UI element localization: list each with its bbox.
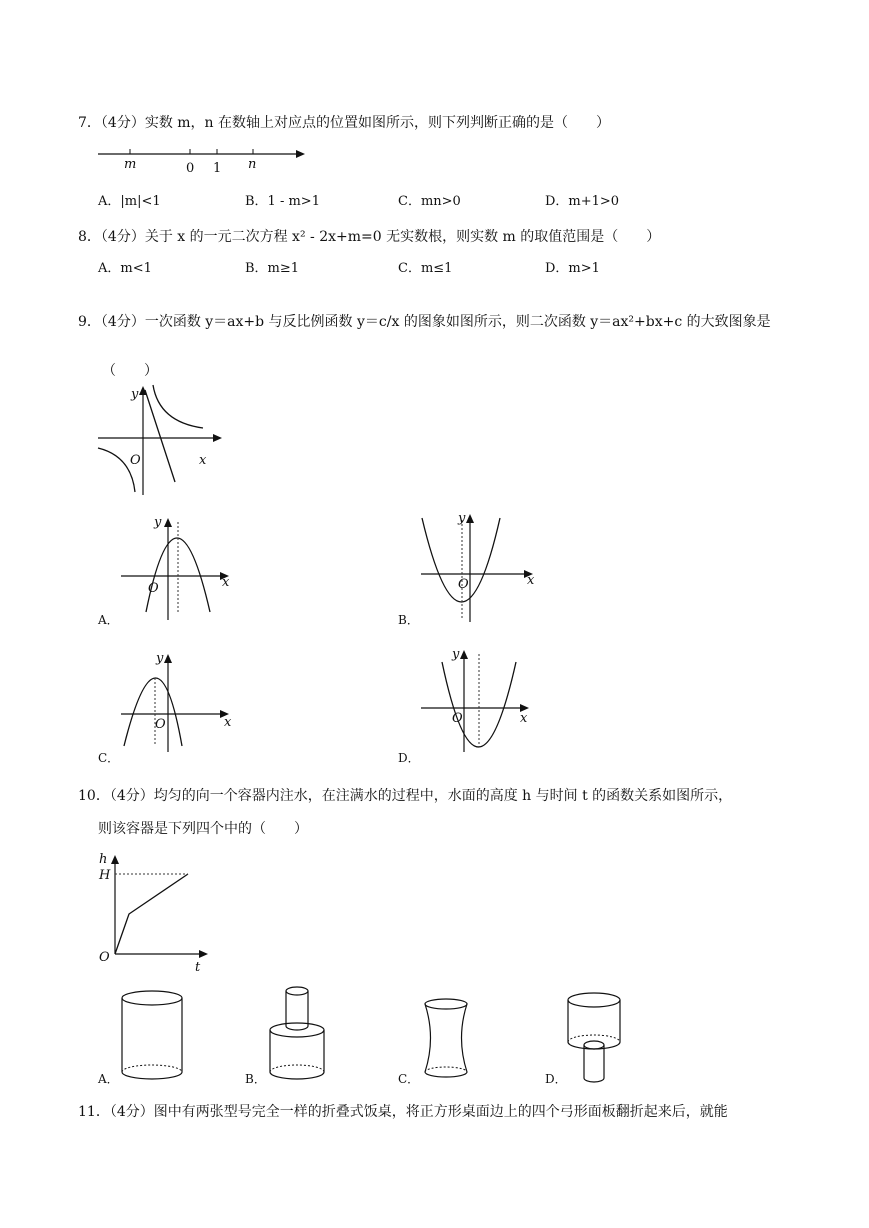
q9b-o: O <box>458 577 469 592</box>
q10-option-c-container[interactable] <box>418 996 478 1086</box>
q8-option-a[interactable]: A．m<1 <box>98 261 152 276</box>
q7-option-b[interactable]: B．1 - m>1 <box>245 194 320 209</box>
q11-stem: 11．（4分）图中有两张型号完全一样的折叠式饭桌，将正方形桌面边上的四个弓形面板翻折起来后，就能 <box>78 1104 728 1120</box>
q10-label-h: h <box>99 852 108 867</box>
q9-option-b-graph[interactable] <box>418 508 543 626</box>
q9d-y: y <box>452 647 460 662</box>
q9-option-a-label[interactable]: A． <box>98 613 119 627</box>
q8-option-b[interactable]: B．m≥1 <box>245 261 300 276</box>
q9b-y: y <box>458 511 466 526</box>
q10-stem-line1: 10．（4分）均匀的向一个容器内注水，在注满水的过程中，水面的高度 h 与时间 t 的函数关系如图所示， <box>78 788 733 804</box>
q10-option-b-label[interactable]: B． <box>245 1072 266 1086</box>
q10-label-t: t <box>195 960 201 975</box>
q9-option-b-label[interactable]: B． <box>398 613 419 627</box>
q9a-y: y <box>154 515 162 530</box>
q10-option-c-label[interactable]: C． <box>398 1072 420 1086</box>
q10-option-d-label[interactable]: D． <box>545 1072 567 1086</box>
q9b-x: x <box>527 573 535 588</box>
q7-label-m: m <box>124 157 137 172</box>
q9-stem: 9．（4分）一次函数 y＝ax+b 与反比例函数 y＝c/x 的图象如图所示，则二次函数 y＝ax²+bx+c 的大致图象是 <box>78 314 771 330</box>
q8-stem: 8．（4分）关于 x 的一元二次方程 x² - 2x+m=0 无实数根，则实数 m 的取值范围是（ ） <box>78 229 661 245</box>
q9-option-c-graph[interactable] <box>118 648 243 760</box>
q8-option-c[interactable]: C．m≤1 <box>398 261 453 276</box>
q10-label-H: H <box>99 868 111 883</box>
q9-option-a-graph[interactable] <box>118 512 243 624</box>
q7-number-line <box>95 146 310 176</box>
q7-label-n: n <box>248 157 257 172</box>
q10-option-a-container[interactable] <box>112 988 192 1088</box>
q9-ref-o: O <box>130 453 141 468</box>
q9-paren: （ ） <box>102 363 158 379</box>
q7-option-d[interactable]: D．m+1>0 <box>545 194 620 209</box>
q7-option-a[interactable]: A．|m|<1 <box>98 194 161 209</box>
q7-label-one: 1 <box>213 161 222 176</box>
q9-ref-x: x <box>199 453 207 468</box>
q7-label-zero: 0 <box>186 161 195 176</box>
q9-reference-graph <box>95 380 225 500</box>
q7-option-c[interactable]: C．mn>0 <box>398 194 461 209</box>
q9d-o: O <box>452 711 463 726</box>
q9c-y: y <box>156 651 164 666</box>
q7-stem: 7．（4分）实数 m，n 在数轴上对应点的位置如图所示，则下列判断正确的是（ ） <box>78 115 611 131</box>
q9c-x: x <box>224 715 232 730</box>
q9-option-d-graph[interactable] <box>418 644 543 756</box>
q9-ref-y: y <box>131 387 139 402</box>
q10-option-b-container[interactable] <box>262 984 342 1088</box>
q9-option-d-label[interactable]: D． <box>398 751 420 765</box>
q10-option-a-label[interactable]: A． <box>98 1072 119 1086</box>
q9a-x: x <box>222 575 230 590</box>
q10-option-d-container[interactable] <box>560 990 630 1088</box>
q10-label-O: O <box>99 950 110 965</box>
q9c-o: O <box>155 717 166 732</box>
q9d-x: x <box>520 711 528 726</box>
q10-stem-line2: 则该容器是下列四个中的（ ） <box>98 821 308 837</box>
q9a-o: O <box>148 581 159 596</box>
q8-option-d[interactable]: D．m>1 <box>545 261 600 276</box>
q9-option-c-label[interactable]: C． <box>98 751 120 765</box>
q10-height-time-graph <box>95 847 220 975</box>
